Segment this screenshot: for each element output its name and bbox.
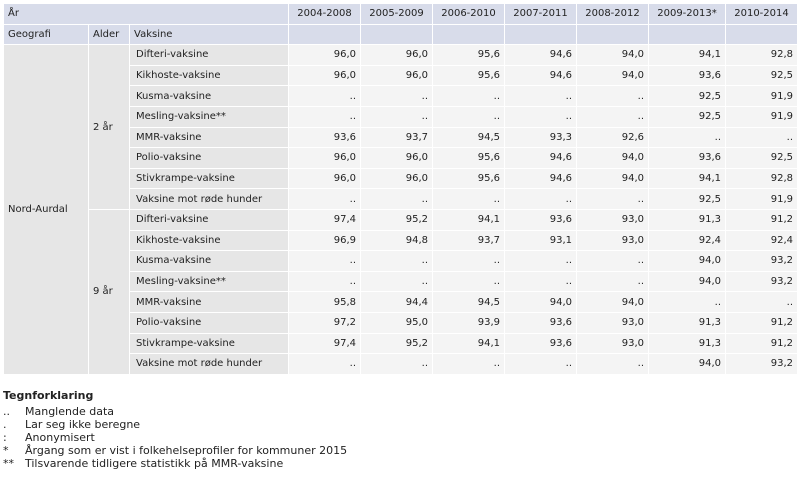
legend-symbol: ** xyxy=(3,457,14,470)
value-cell: .. xyxy=(361,251,432,271)
value-cell: 91,2 xyxy=(726,334,797,354)
value-cell: 96,0 xyxy=(289,66,360,86)
value-cell: .. xyxy=(726,292,797,312)
value-cell: 92,5 xyxy=(649,107,725,127)
value-cell: .. xyxy=(505,272,576,292)
value-cell: 92,5 xyxy=(649,86,725,106)
value-cell: 93,0 xyxy=(577,313,648,333)
value-cell: 93,0 xyxy=(577,231,648,251)
value-cell: 95,2 xyxy=(361,334,432,354)
value-cell: 94,8 xyxy=(361,231,432,251)
age-cell: 9 år xyxy=(89,210,129,374)
legend-symbol: . xyxy=(3,418,7,431)
value-cell: 92,5 xyxy=(649,189,725,209)
value-cell: 94,0 xyxy=(649,354,725,374)
vaksine-name-cell: Kikhoste-vaksine xyxy=(130,231,288,251)
value-cell: 94,6 xyxy=(505,148,576,168)
vaksine-header[interactable]: Vaksine xyxy=(130,25,288,45)
value-cell: 91,9 xyxy=(726,86,797,106)
value-cell: 91,3 xyxy=(649,210,725,230)
value-cell: 93,1 xyxy=(505,231,576,251)
vaksine-name-cell: Vaksine mot røde hunder xyxy=(130,189,288,209)
value-cell: 96,0 xyxy=(289,148,360,168)
value-cell: .. xyxy=(577,189,648,209)
value-cell: 93,3 xyxy=(505,128,576,148)
value-cell: 94,6 xyxy=(505,66,576,86)
year-header[interactable]: 2005-2009 xyxy=(361,4,432,24)
vaksine-name-cell: Mesling-vaksine** xyxy=(130,107,288,127)
value-cell: .. xyxy=(433,354,504,374)
value-cell: 94,6 xyxy=(505,169,576,189)
value-cell: 94,1 xyxy=(649,169,725,189)
header-spacer xyxy=(577,25,648,45)
value-cell: 93,7 xyxy=(361,128,432,148)
header-spacer xyxy=(289,25,360,45)
legend-text: Tilsvarende tidligere statistikk på MMR-vaksine xyxy=(25,457,284,470)
value-cell: 91,9 xyxy=(726,107,797,127)
vaksine-name-cell: Kusma-vaksine xyxy=(130,86,288,106)
value-cell: 95,6 xyxy=(433,148,504,168)
value-cell: 93,2 xyxy=(726,354,797,374)
value-cell: .. xyxy=(505,189,576,209)
value-cell: .. xyxy=(289,107,360,127)
legend-text: Anonymisert xyxy=(25,431,95,444)
value-cell: 91,2 xyxy=(726,210,797,230)
value-cell: 94,0 xyxy=(649,251,725,271)
value-cell: .. xyxy=(361,272,432,292)
value-cell: .. xyxy=(577,272,648,292)
legend-symbol: * xyxy=(3,444,9,457)
value-cell: .. xyxy=(649,128,725,148)
legend-symbol: : xyxy=(3,431,7,444)
value-cell: .. xyxy=(577,107,648,127)
table-row xyxy=(4,210,797,230)
value-cell: 94,1 xyxy=(433,334,504,354)
year-header[interactable]: 2010-2014 xyxy=(726,4,797,24)
value-cell: 97,2 xyxy=(289,313,360,333)
year-header[interactable]: 2009-2013* xyxy=(649,4,725,24)
vaksine-name-cell: Mesling-vaksine** xyxy=(130,272,288,292)
value-cell: 94,0 xyxy=(505,292,576,312)
value-cell: 93,6 xyxy=(505,334,576,354)
value-cell: .. xyxy=(649,292,725,312)
legend-text: Lar seg ikke beregne xyxy=(25,418,141,431)
value-cell: .. xyxy=(505,107,576,127)
year-header[interactable]: 2004-2008 xyxy=(289,4,360,24)
legend-item xyxy=(3,444,347,457)
value-cell: 97,4 xyxy=(289,334,360,354)
value-cell: 93,0 xyxy=(577,210,648,230)
value-cell: 94,0 xyxy=(577,66,648,86)
value-cell: .. xyxy=(433,189,504,209)
legend-item xyxy=(3,418,347,431)
value-cell: .. xyxy=(289,86,360,106)
vaksine-name-cell: Difteri-vaksine xyxy=(130,210,288,230)
value-cell: 93,7 xyxy=(433,231,504,251)
value-cell: 92,6 xyxy=(577,128,648,148)
value-cell: .. xyxy=(433,86,504,106)
value-cell: 96,9 xyxy=(289,231,360,251)
value-cell: 96,0 xyxy=(361,45,432,65)
legend-item xyxy=(3,431,347,444)
year-header[interactable]: 2006-2010 xyxy=(433,4,504,24)
value-cell: .. xyxy=(433,107,504,127)
vaksine-name-cell: Polio-vaksine xyxy=(130,148,288,168)
year-label: År xyxy=(4,4,288,24)
legend-symbol: .. xyxy=(3,405,10,418)
geografi-cell: Nord-Aurdal xyxy=(4,45,88,374)
header-row-dimensions xyxy=(4,25,797,45)
header-row-years xyxy=(4,4,797,24)
value-cell: 91,9 xyxy=(726,189,797,209)
value-cell: 93,9 xyxy=(433,313,504,333)
value-cell: .. xyxy=(577,354,648,374)
alder-header[interactable]: Alder xyxy=(89,25,129,45)
value-cell: .. xyxy=(289,189,360,209)
value-cell: 91,2 xyxy=(726,313,797,333)
value-cell: 94,0 xyxy=(577,148,648,168)
value-cell: 94,0 xyxy=(577,169,648,189)
header-spacer xyxy=(433,25,504,45)
value-cell: 93,0 xyxy=(577,334,648,354)
value-cell: 95,8 xyxy=(289,292,360,312)
legend-item xyxy=(3,457,347,470)
value-cell: 93,6 xyxy=(649,148,725,168)
legend xyxy=(3,389,347,470)
value-cell: 92,5 xyxy=(726,66,797,86)
vaksine-name-cell: Stivkrampe-vaksine xyxy=(130,169,288,189)
value-cell: 94,5 xyxy=(433,128,504,148)
value-cell: 92,4 xyxy=(649,231,725,251)
value-cell: .. xyxy=(361,354,432,374)
value-cell: 95,6 xyxy=(433,45,504,65)
value-cell: 94,1 xyxy=(433,210,504,230)
year-header[interactable]: 2007-2011 xyxy=(505,4,576,24)
value-cell: 91,3 xyxy=(649,313,725,333)
value-cell: 96,0 xyxy=(289,169,360,189)
value-cell: 93,2 xyxy=(726,272,797,292)
value-cell: .. xyxy=(433,272,504,292)
value-cell: .. xyxy=(289,272,360,292)
value-cell: 94,0 xyxy=(577,45,648,65)
vaksine-name-cell: Vaksine mot røde hunder xyxy=(130,354,288,374)
value-cell: 93,6 xyxy=(289,128,360,148)
legend-text: Manglende data xyxy=(25,405,115,418)
header-spacer xyxy=(505,25,576,45)
age-cell: 2 år xyxy=(89,45,129,209)
vaksine-name-cell: Kikhoste-vaksine xyxy=(130,66,288,86)
value-cell: .. xyxy=(577,251,648,271)
header-spacer xyxy=(649,25,725,45)
value-cell: 95,6 xyxy=(433,169,504,189)
value-cell: 96,0 xyxy=(361,148,432,168)
value-cell: .. xyxy=(505,86,576,106)
value-cell: 95,6 xyxy=(433,66,504,86)
value-cell: 91,3 xyxy=(649,334,725,354)
geografi-header[interactable]: Geografi xyxy=(4,25,88,45)
value-cell: .. xyxy=(505,354,576,374)
value-cell: .. xyxy=(577,86,648,106)
header-spacer xyxy=(361,25,432,45)
value-cell: 92,8 xyxy=(726,45,797,65)
value-cell: .. xyxy=(289,251,360,271)
value-cell: .. xyxy=(433,251,504,271)
value-cell: 96,0 xyxy=(361,169,432,189)
vaksine-name-cell: Difteri-vaksine xyxy=(130,45,288,65)
table-body xyxy=(4,45,797,374)
value-cell: 96,0 xyxy=(289,45,360,65)
value-cell: 94,4 xyxy=(361,292,432,312)
value-cell: .. xyxy=(726,128,797,148)
vaksine-name-cell: Polio-vaksine xyxy=(130,313,288,333)
value-cell: .. xyxy=(289,354,360,374)
legend-item xyxy=(3,405,347,418)
legend-title: Tegnforklaring xyxy=(3,389,94,402)
value-cell: 93,6 xyxy=(649,66,725,86)
value-cell: 93,6 xyxy=(505,210,576,230)
value-cell: .. xyxy=(361,107,432,127)
year-header[interactable]: 2008-2012 xyxy=(577,4,648,24)
value-cell: 96,0 xyxy=(361,66,432,86)
value-cell: 94,5 xyxy=(433,292,504,312)
value-cell: .. xyxy=(505,251,576,271)
value-cell: 92,5 xyxy=(726,148,797,168)
vaksine-name-cell: Kusma-vaksine xyxy=(130,251,288,271)
value-cell: 95,0 xyxy=(361,313,432,333)
value-cell: 93,6 xyxy=(505,313,576,333)
value-cell: .. xyxy=(361,189,432,209)
value-cell: .. xyxy=(361,86,432,106)
value-cell: 94,1 xyxy=(649,45,725,65)
vaksine-name-cell: MMR-vaksine xyxy=(130,128,288,148)
table-row xyxy=(4,45,797,65)
value-cell: 94,0 xyxy=(577,292,648,312)
vaksine-name-cell: MMR-vaksine xyxy=(130,292,288,312)
value-cell: 93,2 xyxy=(726,251,797,271)
value-cell: 97,4 xyxy=(289,210,360,230)
value-cell: 92,8 xyxy=(726,169,797,189)
legend-items xyxy=(3,405,347,470)
value-cell: 94,0 xyxy=(649,272,725,292)
value-cell: 95,2 xyxy=(361,210,432,230)
vaccine-table xyxy=(3,3,798,375)
legend-text: Årgang som er vist i folkehelseprofiler for kommuner 2015 xyxy=(25,444,348,457)
header-spacer xyxy=(726,25,797,45)
vaksine-name-cell: Stivkrampe-vaksine xyxy=(130,334,288,354)
value-cell: 92,4 xyxy=(726,231,797,251)
value-cell: 94,6 xyxy=(505,45,576,65)
